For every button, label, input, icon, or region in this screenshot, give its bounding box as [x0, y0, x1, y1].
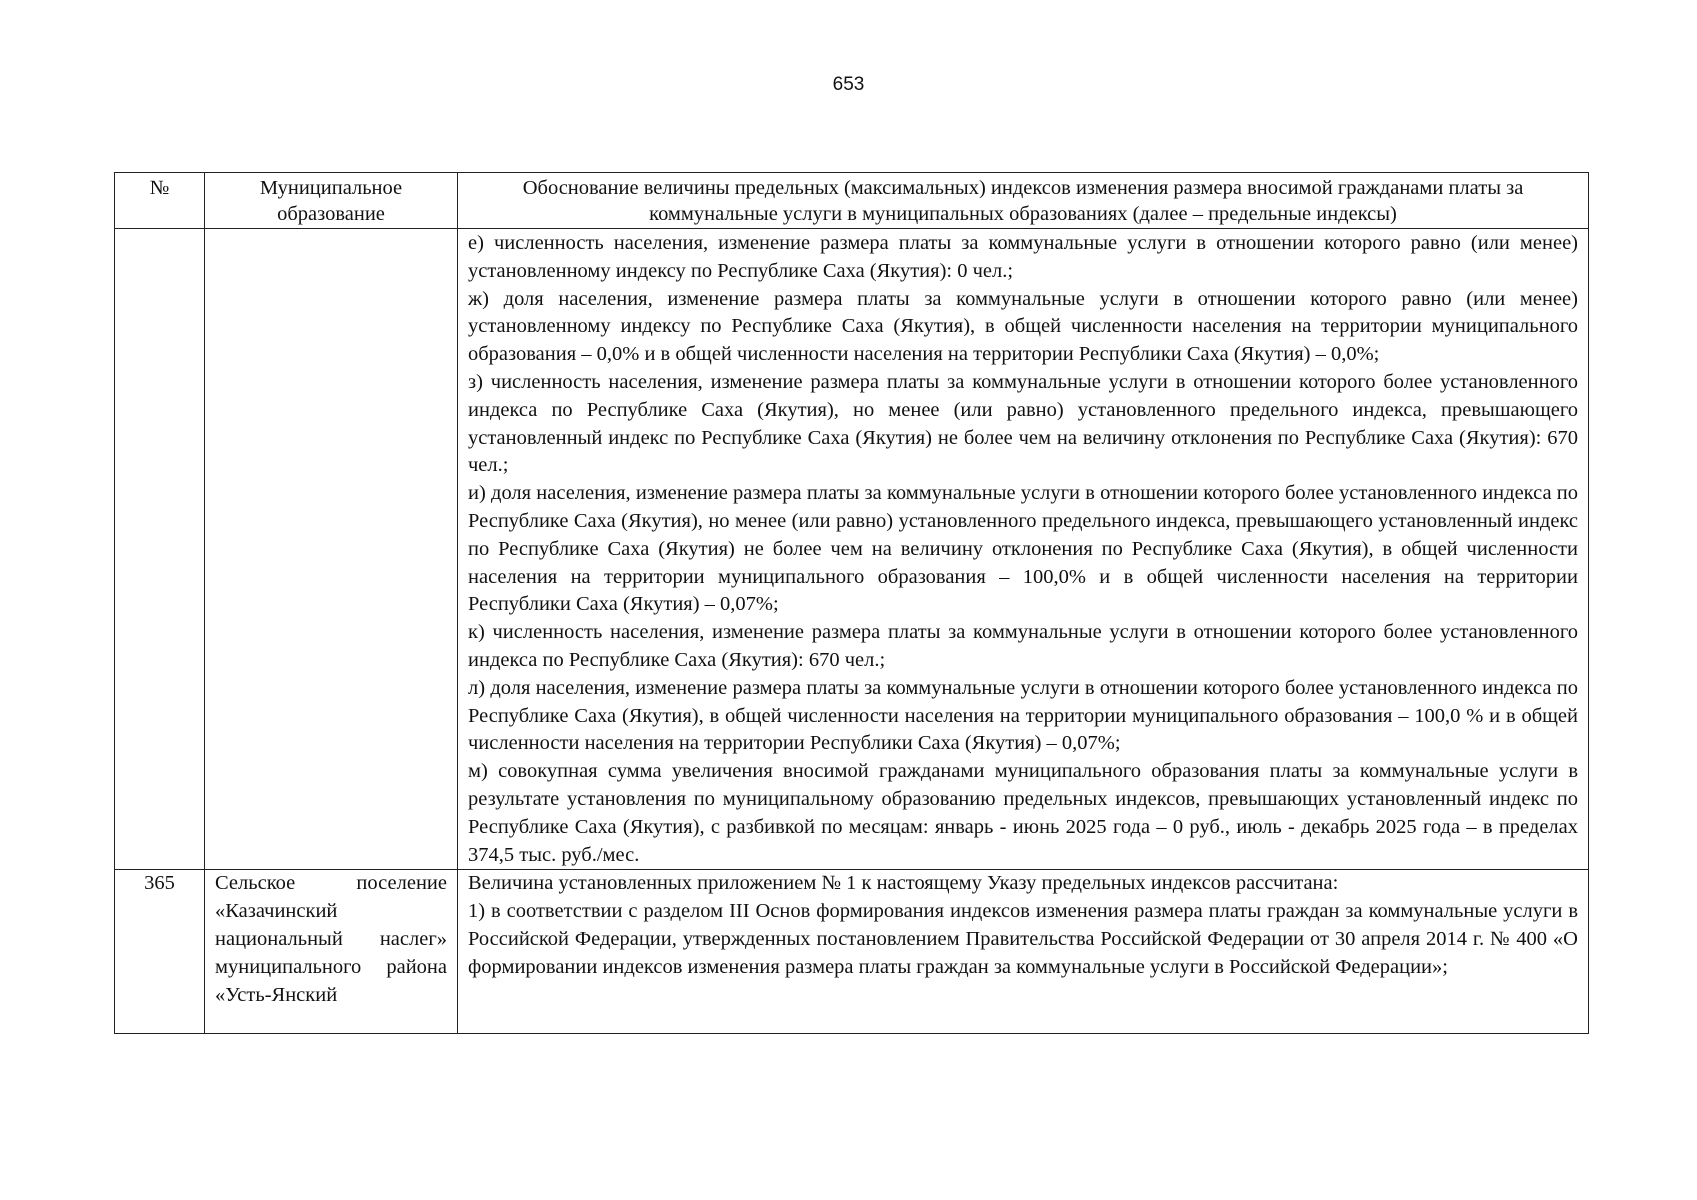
- paragraph-k: к) численность населения, изменение размера платы за коммунальные услуги в отношении которого более установленного индекса по Республике Саха (Якутия): 670 чел.;: [468, 621, 1578, 671]
- table-header-row: [115, 173, 1589, 229]
- paragraph-1: 1) в соответствии с разделом III Основ формирования индексов изменения размера платы граждан за коммунальные услуги в Российской Федерации, утвержденных постановлением Правительства Российской Федерации от 30 апреля 2014 г. № 400 «О формировании индексов изменения размера платы граждан за коммунальные услуги в Российской Федерации»;: [468, 900, 1578, 978]
- paragraph-m: м) совокупная сумма увеличения вносимой гражданами муниципального образования платы за коммунальные услуги в результате установления по муниципальному образованию предельных индексов, превышающих установленный индекс по Республике Саха (Якутия), с разбивкой по месяцам: январь - июнь 2025 года – 0 руб., июль - декабрь 2025 года – в пределах 374,5 тыс. руб./мес.: [468, 760, 1578, 866]
- page-number: 653: [832, 74, 865, 95]
- table-row: [115, 229, 1589, 870]
- paragraph-e: е) численность населения, изменение размера платы за коммунальные услуги в отношении которого равно (или менее) установленному индексу по Республике Саха (Якутия): 0 чел.;: [468, 232, 1578, 282]
- justification-table: [114, 172, 1589, 1034]
- row-justification: [458, 870, 1589, 1034]
- row-municipality: Сельское поселение «Казачинский национальный наслег» муниципального района «Усть-Янский: [205, 870, 458, 1034]
- row-justification: [458, 229, 1589, 870]
- row-municipality: [205, 229, 458, 870]
- paragraph-zh: ж) доля населения, изменение размера платы за коммунальные услуги в отношении которого равно (или менее) установленному индексу по Республике Саха (Якутия), в общей численности населения на территории муниципального образования – 0,0% и в общей численности населения на территории Республики Саха (Якутия) – 0,0%;: [468, 287, 1578, 366]
- column-header-municipality: Муниципальное образование: [205, 173, 458, 229]
- column-header-justification: Обоснование величины предельных (максимальных) индексов изменения размера вносимой гражданами платы за коммунальные услуги в муниципальных образованиях (далее – предельные индексы): [458, 173, 1589, 229]
- paragraph-i: и) доля населения, изменение размера платы за коммунальные услуги в отношении которого более установленного индекса по Республике Саха (Якутия), но менее (или равно) установленного предельного индекса, превышающего установленный индекс по Республике Саха (Якутия) не более чем на величину отклонения по Республике Саха (Якутия), в общей численности населения на территории муниципального образования – 100,0% и в общей численности населения на территории Республики Саха (Якутия) – 0,07%;: [468, 482, 1578, 616]
- column-header-number: №: [115, 173, 205, 229]
- paragraph-intro: Величина установленных приложением № 1 к настоящему Указу предельных индексов рассчитана:: [468, 872, 1339, 895]
- row-number: 365: [115, 870, 205, 1034]
- paragraph-z: з) численность населения, изменение размера платы за коммунальные услуги в отношении которого более установленного индекса по Республике Саха (Якутия), но менее (или равно) установленного предельного индекса, превышающего установленный индекс по Республике Саха (Якутия) не более чем на величину отклонения по Республике Саха (Якутия): 670 чел.;: [468, 370, 1578, 477]
- table-row: [115, 870, 1589, 1034]
- row-number: [115, 229, 205, 870]
- paragraph-l: л) доля населения, изменение размера платы за коммунальные услуги в отношении которого более установленного индекса по Республике Саха (Якутия), в общей численности населения на территории муниципального образования – 100,0 % и в общей численности населения на территории Республики Саха (Якутия) – 0,07%;: [468, 676, 1578, 755]
